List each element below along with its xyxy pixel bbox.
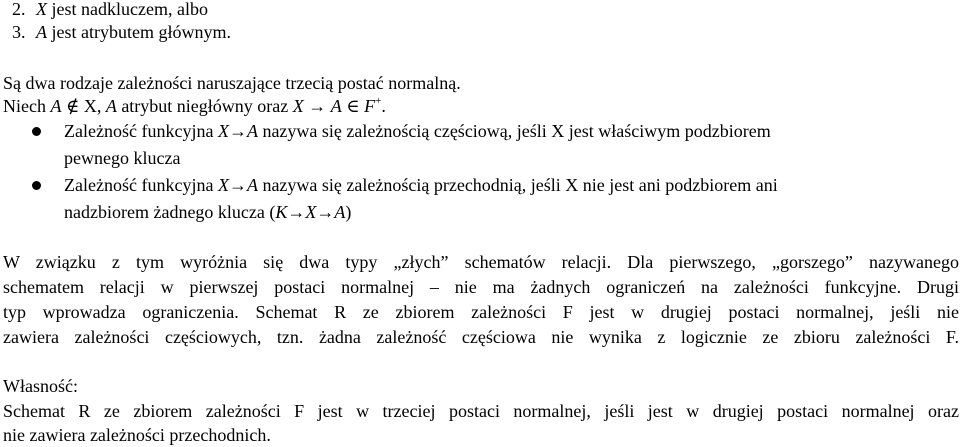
- bullet2-post: nazywa się zależnością przechodnią, jeśli X nie jest ani podzbiorem ani: [257, 175, 778, 195]
- arrow-symbol: →: [228, 175, 247, 195]
- variable-a: A: [36, 22, 47, 42]
- not-in-symbol: ∉: [61, 96, 84, 116]
- bullet-icon: [32, 181, 41, 190]
- var-x: X: [292, 96, 304, 116]
- bullet1-line2: pewnego klucza: [64, 148, 181, 168]
- property-line: nie zawiera zależności przechodnich.: [3, 425, 271, 445]
- list-item: [0, 0, 208, 21]
- var-a: A: [330, 96, 342, 116]
- paragraph-line: W związku z tym wyróżnia się dwa typy „złych” schematów relacji. Dla pierwszego, „gorszego” nazywanego: [3, 252, 959, 272]
- bullet2-line1: [64, 173, 778, 197]
- bullet2-pre2: nadzbiorem żadnego klucza (: [64, 202, 276, 222]
- list-number: 2.: [12, 0, 26, 19]
- var-x: X: [217, 175, 229, 195]
- var-a: A: [246, 121, 258, 141]
- var-a: A: [50, 96, 62, 116]
- var-a: A: [246, 175, 258, 195]
- arrow-symbol: →: [228, 121, 247, 141]
- variable-x: X: [36, 0, 47, 19]
- property-line: Schemat R ze zbiorem zależności F jest w trzeciej postaci normalnej, jeśli jest w drugiej postaci normalnej oraz: [3, 401, 959, 421]
- plus-superscript: +: [375, 95, 382, 107]
- paragraph-line: schematem relacji w pierwszej postaci normalnej – nie ma żadnych ograniczeń na zależności funkcyjne. Drugi: [3, 277, 959, 297]
- bullet1-pre: Zależność funkcyjna: [64, 121, 218, 141]
- bullet1-post: nazywa się zależnością częściową, jeśli X jest właściwym podzbiorem: [257, 121, 771, 141]
- list-text: jest nadkluczem, albo: [47, 0, 208, 19]
- bullet2-pre: Zależność funkcyjna: [64, 175, 218, 195]
- intro-text: Są dwa rodzaje zależności naruszające trzecią postać normalną.: [3, 73, 461, 93]
- niech-mid: atrybut niegłówny oraz: [116, 96, 293, 116]
- paragraph-line: typ wprowadza ograniczenia. Schemat R ze zbiorem zależności F jest w drugiej postaci normalnej, jeśli nie: [3, 302, 959, 322]
- arrow-symbol: →: [303, 96, 331, 116]
- arrow-symbol: →: [287, 202, 306, 222]
- paragraph-line: zawiera zależności częściowych, tzn. żadna zależność częściowa nie wynika z logicznie ze zbioru zależności F.: [3, 327, 959, 347]
- niech-line: [3, 94, 386, 118]
- var-x: X: [305, 202, 317, 222]
- arrow-symbol: →: [316, 202, 335, 222]
- close-paren: ): [345, 202, 352, 222]
- var-k: K: [275, 202, 288, 222]
- in-symbol: ∈: [341, 96, 365, 116]
- niech-prefix: Niech: [3, 96, 51, 116]
- bullet2-line2: [64, 200, 351, 224]
- list-number: 3.: [12, 22, 26, 42]
- list-item: [0, 20, 231, 44]
- var-a: A: [334, 202, 346, 222]
- var-x: X: [217, 121, 229, 141]
- var-x: X: [83, 96, 97, 116]
- var-f: F: [364, 96, 376, 116]
- separator: ,: [96, 96, 106, 116]
- bullet-icon: [32, 127, 41, 136]
- property-heading: Własność:: [3, 376, 78, 396]
- var-a: A: [105, 96, 117, 116]
- period: .: [381, 96, 386, 116]
- list-text: jest atrybutem głównym.: [47, 22, 231, 42]
- bullet1-line1: [64, 119, 771, 143]
